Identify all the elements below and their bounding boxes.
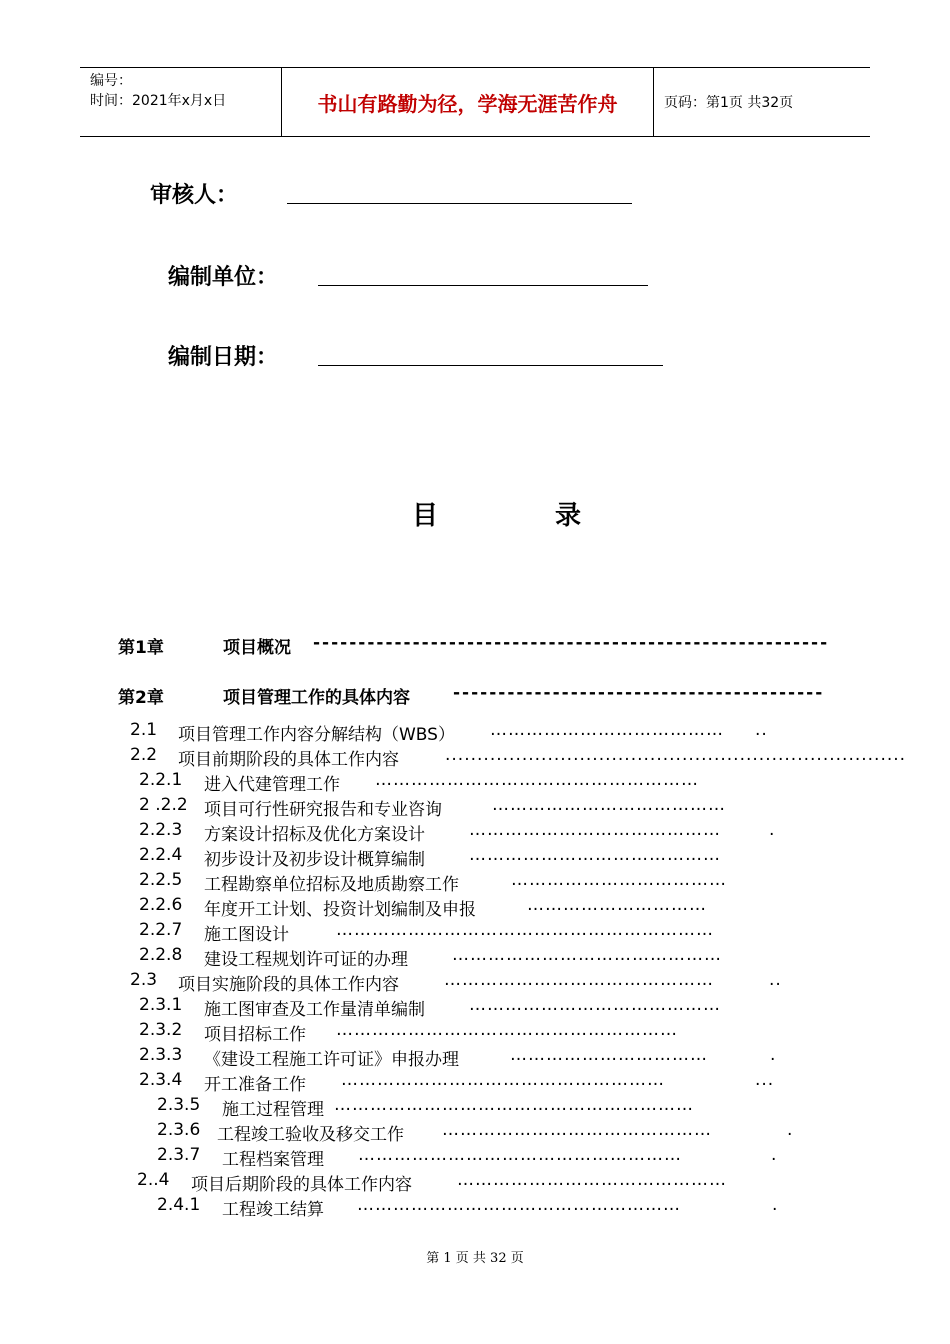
unit-label: 编制单位： (168, 264, 279, 290)
toc-entry-title: 项目概况 (223, 638, 291, 658)
toc-entry[interactable] (139, 895, 800, 920)
toc-entry-leader: ……………………………………………… (357, 1195, 681, 1215)
toc-entry[interactable] (139, 1045, 800, 1070)
toc-entry-leader: --------------------------------------------------------- (313, 633, 830, 653)
toc-entry[interactable] (130, 970, 800, 995)
toc-entry-trail: .. (755, 720, 768, 740)
toc-entry-title: 工程勘察单位招标及地质勘察工作 (204, 875, 459, 895)
toc-entry-leader: ………………………………………………… (336, 1020, 678, 1040)
date-label: 编制日期： (168, 344, 279, 370)
toc-entry-title: 工程档案管理 (222, 1150, 324, 1170)
toc-entry-title: 《建设工程施工许可证》申报办理 (204, 1050, 459, 1070)
toc-entry-title: 施工过程管理 (222, 1100, 324, 1120)
toc-entry-number: 2.2.7 (139, 920, 183, 940)
toc-entry-number: 2.2.8 (139, 945, 183, 965)
toc-entry-number: 2.1 (130, 720, 158, 740)
toc-entry-trail: .. (769, 970, 782, 990)
toc-entry-leader: ……………………………………… (457, 1170, 727, 1190)
toc-entry-title: 项目管理工作的具体内容 (223, 688, 410, 708)
toc-entry-leader: …………………………………… (469, 995, 721, 1015)
header-meta (80, 68, 282, 136)
toc-entry-title: 施工图审查及工作量清单编制 (204, 1000, 425, 1020)
toc-entry-title: 年度开工计划、投资计划编制及申报 (204, 900, 476, 920)
toc-entry-number: 2.3.7 (157, 1145, 201, 1165)
toc-entry-number: 2.2.3 (139, 820, 183, 840)
document-time-label: 时间：2021年x月x日 (90, 93, 227, 109)
toc-entry-title: 项目管理工作内容分解结构（WBS） (178, 725, 455, 745)
reviewer-label: 审核人： (150, 182, 239, 208)
toc-entry-title: 项目后期阶段的具体工作内容 (191, 1175, 412, 1195)
toc-entry-title: 进入代建管理工作 (204, 775, 340, 795)
toc-entry-trail: ... (755, 1070, 775, 1090)
toc-entry-title: 建设工程规划许可证的办理 (204, 950, 408, 970)
toc-entry-number: 2.3.3 (139, 1045, 183, 1065)
document-number-label: 编号： (90, 73, 132, 89)
toc-entry[interactable] (139, 920, 800, 945)
toc-entry[interactable] (130, 745, 907, 770)
toc-entry-title: 项目可行性研究报告和专业咨询 (204, 800, 442, 820)
toc-entry-leader: ........................................................................ (445, 745, 907, 765)
toc-entry-leader: ----------------------------------------- (453, 683, 825, 703)
toc-entry[interactable] (139, 795, 800, 820)
toc-entry[interactable] (130, 720, 800, 745)
toc-entry-leader: ……………………………………… (444, 970, 714, 990)
toc-entry-leader: ………………………… (527, 895, 707, 915)
toc-entry-number: 2.4.1 (157, 1195, 201, 1215)
toc-entry-title: 方案设计招标及优化方案设计 (204, 825, 425, 845)
toc-title-right: 录 (555, 501, 582, 531)
toc-entry-trail: . (772, 1195, 779, 1215)
toc-entry-number: 2.3.4 (139, 1070, 183, 1090)
toc-entry-number: 2.3 (130, 970, 158, 990)
toc-entry-number: 2.3.2 (139, 1020, 183, 1040)
toc-entry-title: 开工准备工作 (204, 1075, 306, 1095)
toc-entry-number: 2.2.4 (139, 845, 183, 865)
toc-entry-leader: ……………………………………… (442, 1120, 712, 1140)
toc-entry[interactable] (157, 1195, 800, 1220)
toc-entry-number: 2.3.5 (157, 1095, 201, 1115)
toc-entry-number: 2.2.5 (139, 870, 183, 890)
toc-entry-leader: ……………………………………………… (358, 1145, 682, 1165)
toc-entry-trail: . (769, 820, 776, 840)
date-line (318, 365, 663, 366)
toc-entry-number: 第2章 (118, 688, 164, 708)
toc-entry-leader: ……………………………………… (452, 945, 722, 965)
toc-entry-title: 施工图设计 (204, 925, 289, 945)
toc-entry-title: 项目实施阶段的具体工作内容 (178, 975, 399, 995)
toc-entry-leader: ……………………………………………… (375, 770, 699, 790)
toc-entry[interactable] (157, 1145, 800, 1170)
toc-entry-leader: …………………………………… (469, 820, 721, 840)
toc-entry[interactable] (139, 820, 800, 845)
toc-entry-number: 第1章 (118, 638, 164, 658)
toc-entry-leader: ……………………………………………… (341, 1070, 665, 1090)
toc-entry-title: 工程竣工结算 (222, 1200, 324, 1220)
toc-entry[interactable] (118, 633, 830, 658)
toc-entry[interactable] (139, 845, 800, 870)
toc-entry[interactable] (157, 1120, 800, 1145)
toc-entry-title: 项目招标工作 (204, 1025, 306, 1045)
toc-entry-number: 2 .2.2 (139, 795, 188, 815)
toc-entry-leader: …………………………………………………… (334, 1095, 694, 1115)
toc-title-left: 目 (412, 501, 439, 531)
toc-entry-trail: . (771, 1145, 778, 1165)
header-page-info: 页码：第1页 共32页 (664, 95, 794, 111)
page-header (80, 67, 870, 137)
toc-entry-number: 2.2 (130, 745, 158, 765)
toc-entry-title: 项目前期阶段的具体工作内容 (178, 750, 399, 770)
toc-entry-title: 初步设计及初步设计概算编制 (204, 850, 425, 870)
toc-entry[interactable] (157, 1095, 800, 1120)
page-footer: 第 1 页 共 32 页 (426, 1251, 524, 1266)
toc-entry-number: 2..4 (137, 1170, 170, 1190)
toc-entry-leader: …………………………… (510, 1045, 708, 1065)
toc-entry-number: 2.3.6 (157, 1120, 201, 1140)
toc-entry-number: 2.3.1 (139, 995, 183, 1015)
toc-entry-leader: ………………………………… (492, 795, 726, 815)
toc-entry[interactable] (118, 683, 825, 708)
toc-entry-leader: ……………………………… (511, 870, 727, 890)
toc-entry-number: 2.2.6 (139, 895, 183, 915)
toc-entry[interactable] (139, 995, 800, 1020)
toc-entry-trail: . (770, 1045, 777, 1065)
toc-entry[interactable] (139, 1020, 800, 1045)
toc-entry[interactable] (139, 770, 800, 795)
toc-entry-leader: ……………………………………………………… (336, 920, 714, 940)
toc-entry-leader: ………………………………… (490, 720, 724, 740)
toc-entry[interactable] (139, 870, 800, 895)
toc-entry[interactable] (137, 1170, 800, 1195)
toc-entry[interactable] (139, 1070, 800, 1095)
unit-line (318, 285, 648, 286)
toc-entry-leader: …………………………………… (469, 845, 721, 865)
toc-entry-trail: . (787, 1120, 794, 1140)
header-motto: 书山有路勤为径，学海无涯苦作舟 (282, 68, 654, 136)
toc-entry-title: 工程竣工验收及移交工作 (217, 1125, 404, 1145)
toc-entry-number: 2.2.1 (139, 770, 183, 790)
reviewer-line (287, 203, 632, 204)
toc-entry[interactable] (139, 945, 800, 970)
